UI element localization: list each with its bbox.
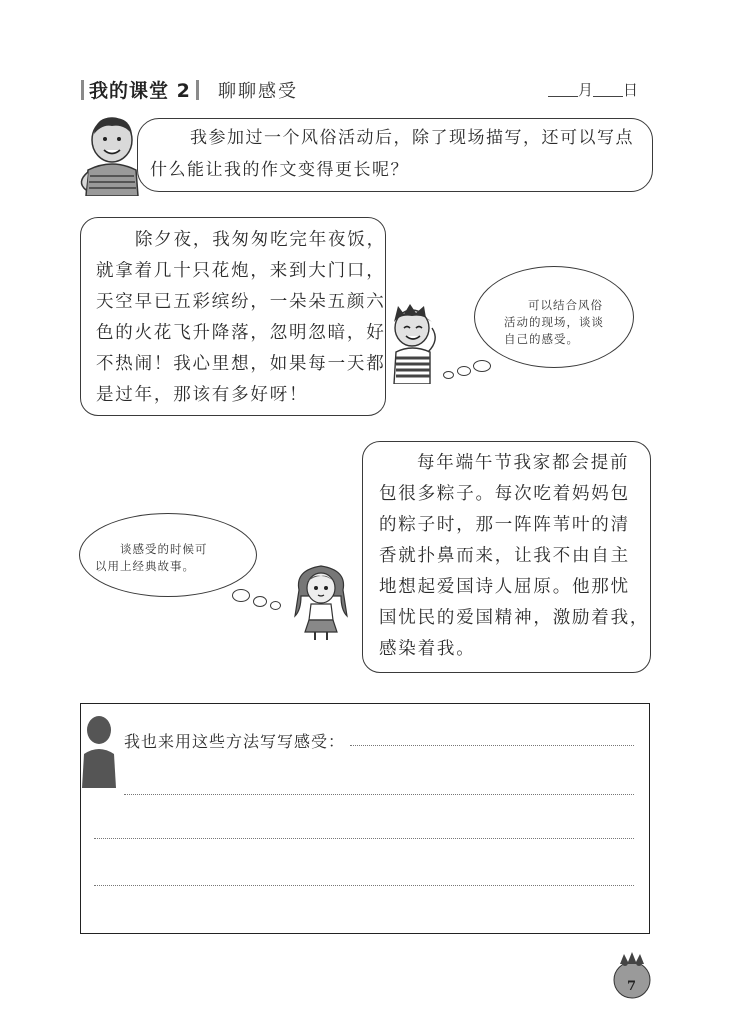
lesson-label <box>76 76 204 103</box>
day-blank[interactable] <box>593 82 623 97</box>
example-2-line: 包很多粽子。每次吃着妈妈包 <box>379 484 630 504</box>
question-line-1: 我参加过一个风俗活动后，除了现场描写，还可以写点 <box>190 128 634 148</box>
exercise-prompt: 我也来用这些方法写写感受： <box>124 732 346 751</box>
example-1-line: 就拿着几十只花炮，来到大门口， <box>96 261 386 281</box>
month-label: 月 <box>578 81 594 99</box>
example-1-line: 除夕夜，我匆匆吃完年夜饭， <box>135 230 386 250</box>
answer-line[interactable] <box>94 838 634 839</box>
boy-thinking-icon <box>384 304 444 384</box>
example-2-line: 的粽子时，那一阵阵苇叶的清 <box>379 515 630 535</box>
divider <box>81 80 84 100</box>
answer-line[interactable] <box>124 794 634 795</box>
example-2-line: 国忧民的爱国精神，激励着我， <box>379 608 650 628</box>
bubble-dot <box>253 596 267 607</box>
boy-character-icon <box>74 112 154 196</box>
silhouette-icon <box>78 714 120 788</box>
tip-2-line: 以用上经典故事。 <box>95 559 195 573</box>
date-field <box>548 79 638 100</box>
month-blank[interactable] <box>548 82 578 97</box>
answer-line[interactable] <box>350 745 634 746</box>
bubble-dot <box>473 360 491 372</box>
example-1-line: 是过年，那该有多好呀！ <box>96 385 309 405</box>
example-2-line: 感染着我。 <box>379 639 476 659</box>
tip-1-line: 可以结合风俗 <box>528 298 603 312</box>
girl-character-icon <box>291 560 351 640</box>
page-title: 聊聊感受 <box>218 81 298 102</box>
example-1-line: 色的火花飞升降落，忽明忽暗，好 <box>96 323 386 343</box>
bubble-dot <box>443 371 454 379</box>
tip-1-line: 自己的感受。 <box>504 332 579 346</box>
bubble-dot <box>270 601 281 610</box>
tip-2-line: 谈感受的时候可 <box>120 542 208 556</box>
question-line-2: 什么能让我的作文变得更长呢？ <box>150 160 409 180</box>
lesson-label-text: 我的课堂 2 <box>89 80 191 102</box>
example-2-line: 每年端午节我家都会提前 <box>417 453 630 473</box>
example-2-line: 香就扑鼻而来，让我不由自主 <box>379 546 630 566</box>
example-2-line: 地想起爱国诗人屈原。他那忧 <box>379 577 630 597</box>
answer-line[interactable] <box>94 885 634 886</box>
tip-1-line: 活动的现场，谈谈 <box>504 315 604 329</box>
bubble-dot <box>457 366 471 376</box>
day-label: 日 <box>623 81 639 99</box>
bubble-dot <box>232 589 250 602</box>
divider <box>196 80 199 100</box>
example-1-line: 不热闹！我心里想，如果每一天都 <box>96 354 386 374</box>
page-number: 7 <box>627 979 637 994</box>
example-1-line: 天空早已五彩缤纷，一朵朵五颜六 <box>96 292 386 312</box>
